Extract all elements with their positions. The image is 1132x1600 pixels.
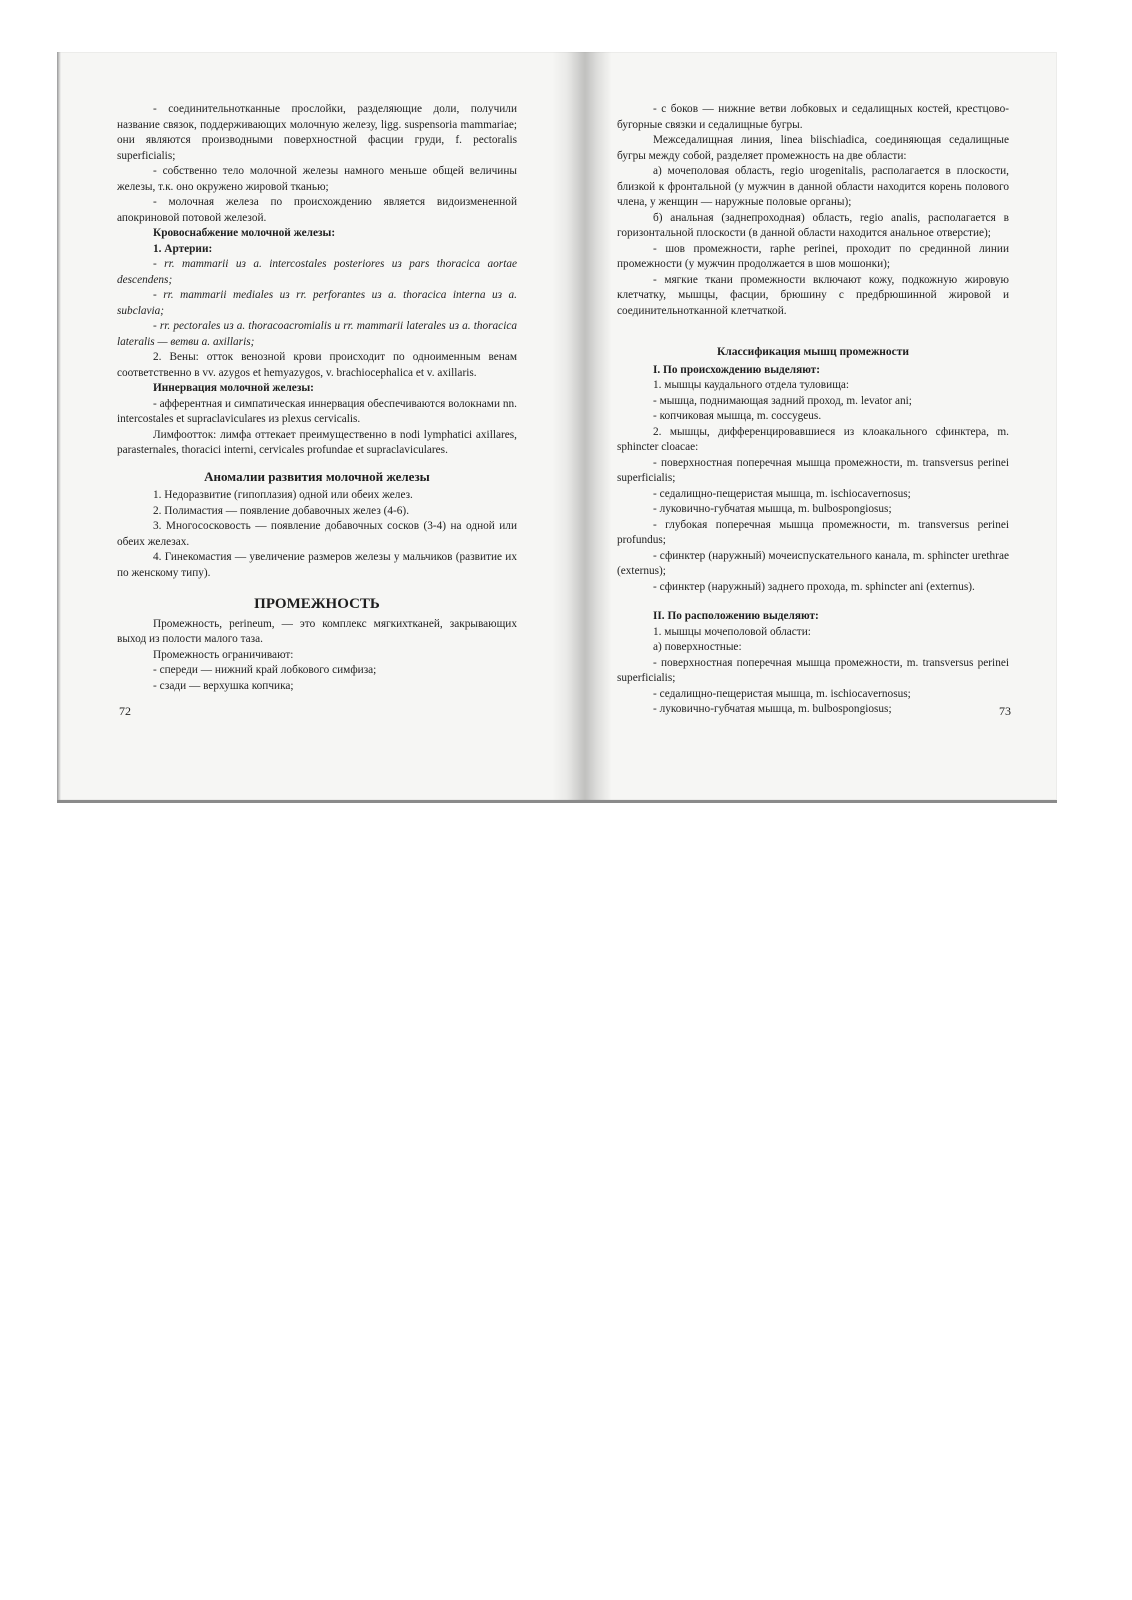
paragraph: - афферентная и симпатическая иннервация обеспечиваются волокнами nn. intercostales et supraclaviculares из plexus cervicalis. [117,397,517,425]
scanned-book-spread [57,52,1057,803]
list-item: - спереди — нижний край лобкового симфиза; [153,664,377,676]
list-item: 1. мышцы мочеполовой области: [653,625,811,638]
list-item: 2. Полимастия — появление добавочных желез (4-6). [153,504,410,517]
paragraph: Промежность, perineum, — это комплекс мягкихтканей, закрывающих выход из полости малого таза. [117,617,517,645]
paragraph: б) анальная (заднепроходная) область, regio analis, располагается в горизонтальной плоскости (в данной области находится анальное отверстие); [617,211,1009,239]
list-item: - сфинктер (наружный) мочеиспускательного канала, m. sphincter urethrae (externus); [617,549,1009,577]
section-label: I. По происхождению выделяют: [653,363,820,376]
page-number-left: 72 [119,704,131,718]
list-item: - копчиковая мышца, m. coccygeus. [653,410,822,422]
right-page [617,102,1009,718]
paragraph: - rr. pectorales из a. thoracoacromialis и rr. mammarii laterales из a. thoracica lateralis — ветви a. axillaris; [117,320,517,348]
paragraph: Промежность ограничивают: [153,648,294,661]
list-item: - мышца, поднимающая задний проход, m. levator ani; [653,394,912,407]
left-page [117,102,517,694]
list-item: - седалищно-пещеристая мышца, m. ischiocavernosus; [653,687,911,700]
section-label: 1. Артерии: [153,242,213,255]
classification-heading: Классификация мышц промежности [716,346,910,358]
paragraph: - собственно тело молочной железы намного меньше общей величины железы, т.к. оно окружено жировой тканью; [117,165,517,193]
list-item: - поверхностная поперечная мышца промежности, m. transversus perinei superficialis; [617,656,1009,684]
scan-left-edge-shadow [57,52,61,800]
paragraph: - rr. mammarii mediales из rr. perforantes из a. thoracica interna из a. subclavia; [117,289,517,317]
list-item: а) поверхностные: [653,641,742,653]
section-label: Кровоснабжение молочной железы: [153,227,336,239]
paragraph: - молочная железа по происхождению является видоизмененной апокриновой потовой железой. [117,196,517,224]
anomalies-heading: Аномалии развития молочной железы [204,468,430,484]
paragraph: - мягкие ткани промежности включают кожу, подкожную жировую клетчатку, мышцы, фасции, брюшину с предбрюшинной жировой и соединительнотканной клетчаткой. [617,273,1009,317]
paragraph: - с боков — нижние ветви лобковых и седалищных костей, крестцово-бугорные связки и седалищные бугры. [617,103,1009,131]
section-label: II. По расположению выделяют: [653,610,819,622]
list-item: 2. мышцы, дифференцировавшиеся из клоакального сфинктера, m. sphincter cloacae: [617,425,1009,453]
list-item: - сфинктер (наружный) заднего прохода, m. sphincter ani (externus). [653,580,975,593]
list-item: 4. Гинекомастия — увеличение размеров железы у мальчиков (развитие их по женскому типу). [117,551,517,579]
perineum-heading: ПРОМЕЖНОСТЬ [254,596,380,612]
list-item: - седалищно-пещеристая мышца, m. ischiocavernosus; [653,487,911,500]
book-spine-shadow [552,52,612,800]
list-item: - сзади — верхушка копчика; [153,679,294,692]
paragraph: Лимфоотток: лимфа оттекает преимущественно в nodi lymphatici axillares, parasternales, thoracici interni, cervicales profundae et supraclaviculares. [117,428,517,456]
section-label: Иннервация молочной железы: [153,382,314,394]
list-item: - луковично-губчатая мышца, m. bulbospongiosus; [653,703,892,715]
page-number-right: 73 [999,704,1011,718]
paragraph: 2. Вены: отток венозной крови происходит по одноименным венам соответственно в vv. azygos et hemyazygos, v. brachiocephalica et v. axillaris. [117,351,517,379]
paragraph: - rr. mammarii из a. intercostales posteriores из pars thoracica aortae descendens; [117,258,517,286]
spacer [617,595,1009,609]
list-item: 1. мышцы каудального отдела туловища: [653,379,850,391]
paragraph: - соединительнотканные прослойки, разделяющие доли, получили название связок, поддерживающих молочную железу, ligg. suspensoria mammariae; они являются производными поверхностной фасции груди, f. pectoralis superficialis; [117,103,517,162]
list-item: - луковично-губчатая мышца, m. bulbospongiosus; [653,503,892,515]
list-item: 1. Недоразвитие (гипоплазия) одной или обеих желез. [153,489,413,501]
list-item: - поверхностная поперечная мышца промежности, m. transversus perinei superficialis; [617,456,1009,484]
paragraph: - шов промежности, raphe perinei, проходит по срединной линии промежности (у мужчин продолжается в шов мошонки); [617,242,1009,270]
paragraph: а) мочеполовая область, regio urogenitalis, располагается в плоскости, близкой к фронтальной (у мужчин в данной области находится корень полового члена, у женщин — наружные половые органы); [617,165,1009,208]
list-item: - глубокая поперечная мышца промежности, m. transversus perinei profundus; [617,518,1009,546]
list-item: 3. Многососковость — появление добавочных сосков (3-4) на одной или обеих железах. [117,520,517,548]
paragraph: Межседалищная линия, linea biischiadica, соединяющая седалищные бугры между собой, разделяет промежность на две области: [617,134,1009,162]
